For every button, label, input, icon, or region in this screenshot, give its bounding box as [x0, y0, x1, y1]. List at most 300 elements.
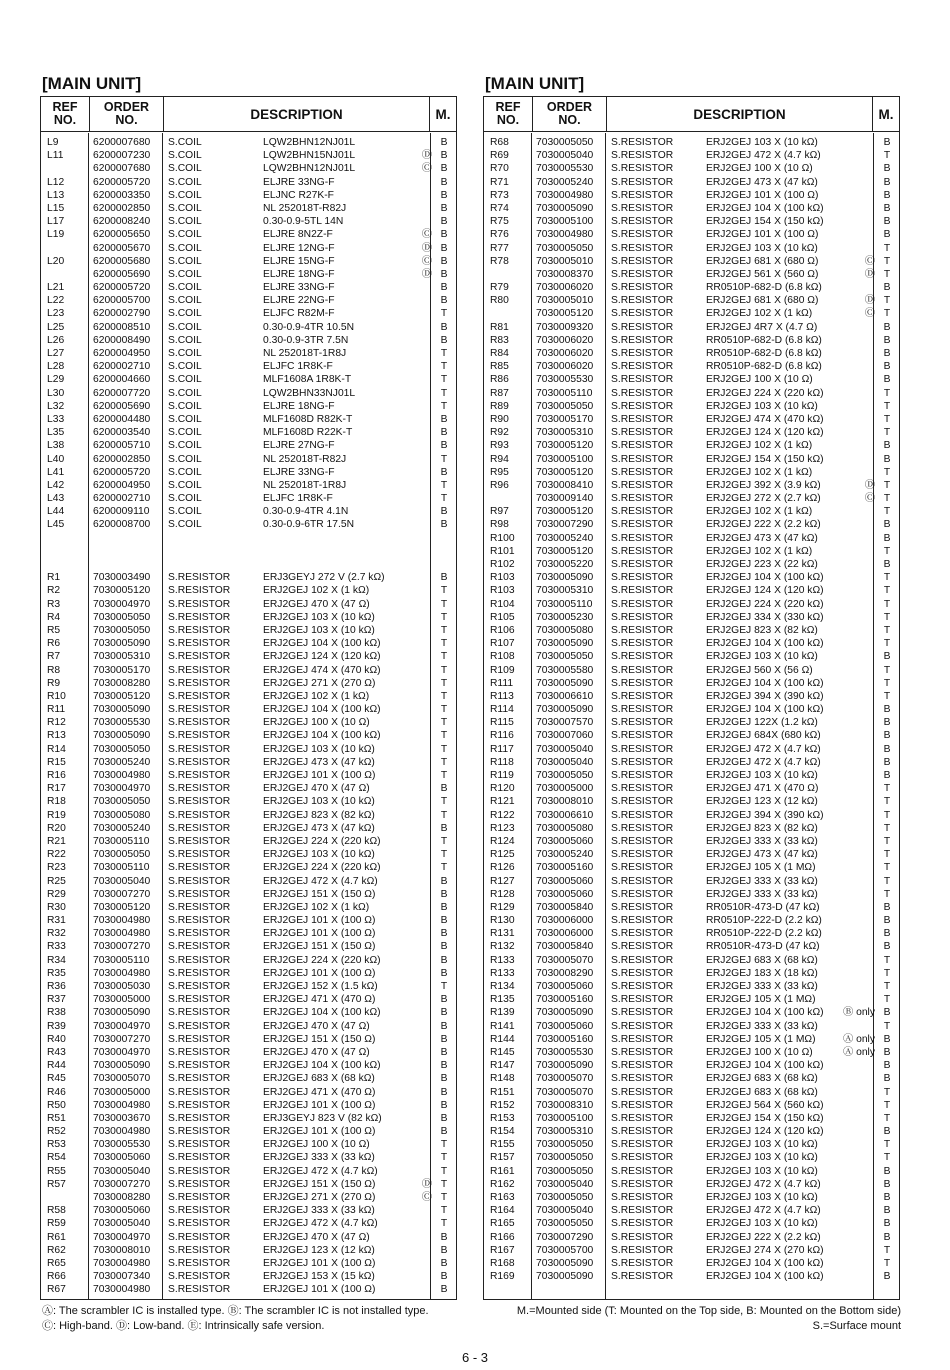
ref-no: R130: [490, 915, 515, 927]
part-spec: ERJ2GEJ 472 X (4.7 kΩ): [706, 743, 821, 755]
table-row: [41, 993, 456, 1006]
table-row: [41, 888, 456, 901]
part-type: S.RESISTOR: [168, 638, 231, 650]
part-spec: LQW2BHN12NJ01L: [263, 137, 356, 148]
table-row: [41, 861, 456, 874]
ref-no: R40: [47, 1033, 66, 1045]
order-no: 7030005120: [93, 901, 151, 913]
part-spec: ERJ2GEJ 101 X (100 Ω): [263, 1126, 376, 1138]
mounted-side: B: [883, 1205, 891, 1217]
table-row: [41, 466, 456, 479]
order-no: 6200005680: [93, 255, 151, 267]
part-spec: ERJ2GEJ 105 X (1 MΩ): [706, 862, 816, 874]
part-spec: ERJ2GEJ 103 X (10 kΩ): [263, 611, 375, 623]
part-type: S.COIL: [168, 321, 202, 333]
ref-no: R144: [490, 1033, 515, 1045]
part-spec: ERJ2GEJ 472 X (4.7 kΩ): [706, 150, 821, 162]
part-type: S.RESISTOR: [168, 572, 231, 584]
order-no: 7030007340: [93, 1271, 151, 1283]
order-no: 7030005120: [536, 545, 594, 557]
variant-note: Ⓓ: [421, 1178, 432, 1190]
ref-no: R152: [490, 1099, 515, 1111]
mounted-side: T: [440, 598, 448, 610]
ref-no: R124: [490, 835, 515, 847]
order-no: 6200004480: [93, 413, 151, 425]
part-spec: ERJ2GEJ 103 X (10 kΩ): [706, 1165, 818, 1177]
header-description: DESCRIPTION: [607, 97, 873, 131]
part-type: S.RESISTOR: [168, 1060, 231, 1072]
ref-no: L22: [47, 295, 65, 307]
order-no: 7030005050: [536, 770, 594, 781]
part-spec: ERJ2GEJ 334 X (330 kΩ): [706, 611, 824, 623]
mounted-side: B: [440, 189, 448, 201]
mounted-side: B: [883, 1178, 891, 1190]
part-type: S.RESISTOR: [611, 387, 674, 399]
part-type: S.RESISTOR: [611, 611, 674, 623]
ref-no: L38: [47, 440, 65, 452]
table-row: [484, 294, 899, 307]
ref-no: R32: [47, 928, 66, 940]
footnote-line: M.=Mounted side (T: Mounted on the Top side, B: Mounted on the Bottom side): [516, 1305, 901, 1317]
ref-no: R92: [490, 427, 509, 439]
table-row: [484, 611, 899, 624]
order-no: 7030005230: [536, 611, 594, 623]
ref-no: R155: [490, 1139, 515, 1151]
table-row: [41, 1244, 456, 1257]
ref-no: R25: [47, 875, 66, 887]
table-row: [484, 901, 899, 914]
part-type: S.RESISTOR: [611, 532, 674, 544]
part-type: S.RESISTOR: [611, 150, 674, 162]
mounted-side: B: [440, 941, 448, 953]
part-spec: ERJ2GEJ 100 X (10 Ω): [706, 1046, 813, 1058]
part-spec: ERJ2GEJ 124 X (120 kΩ): [706, 585, 824, 597]
table-row: [484, 598, 899, 611]
ref-no: R100: [490, 532, 515, 544]
header-mounted: M.: [435, 106, 451, 122]
mounted-side: T: [440, 387, 448, 399]
ref-no: R5: [47, 624, 61, 636]
part-type: S.COIL: [168, 440, 202, 452]
ref-no: L21: [47, 282, 65, 294]
order-no: 6200002710: [93, 361, 151, 373]
page-number: 6 - 3: [461, 1350, 488, 1365]
mounted-side: B: [440, 1099, 448, 1111]
table-row: [41, 703, 456, 716]
part-spec: ERJ2GEJ 152 X (1.5 kΩ): [263, 981, 378, 992]
part-type: S.RESISTOR: [611, 361, 674, 373]
ref-no: R102: [490, 559, 515, 570]
variant-note: Ⓐ only: [842, 1046, 875, 1058]
part-spec: ERJ2GEJ 101 X (100 Ω): [706, 229, 819, 241]
part-type: S.RESISTOR: [168, 901, 231, 913]
order-no: 7030005090: [536, 1060, 594, 1072]
part-spec: ERJ2GEJ 151 X (150 Ω): [263, 1033, 376, 1045]
part-spec: ERJ2GEJ 472 X (4.7 kΩ): [706, 756, 821, 768]
order-no: 7030005160: [536, 1033, 594, 1045]
mounted-side: B: [440, 1020, 448, 1032]
table-row: [484, 321, 899, 334]
table-row: [41, 1112, 456, 1125]
part-spec: ERJ2GEJ 4R7 X (4.7 Ω): [706, 321, 818, 333]
part-type: S.RESISTOR: [168, 941, 231, 953]
table-row: [41, 729, 456, 742]
order-no: 6200002850: [93, 202, 151, 214]
mounted-side: B: [883, 532, 891, 544]
order-no: 7030005580: [536, 664, 594, 676]
ref-no: R94: [490, 453, 509, 465]
table-row: [484, 954, 899, 967]
part-spec: RR0510P-222-D (2.2 kΩ): [706, 915, 822, 927]
table-row: [484, 492, 899, 505]
order-no: 7030005040: [536, 743, 594, 755]
part-spec: ERJ2GEJ 223 X (22 kΩ): [706, 559, 818, 570]
mounted-side: T: [440, 1139, 448, 1151]
table-row: [484, 1033, 899, 1046]
variant-note: Ⓒ: [864, 255, 875, 267]
part-spec: ERJ2GEJ 472 X (4.7 kΩ): [263, 1165, 378, 1177]
part-type: S.RESISTOR: [611, 941, 674, 953]
order-no: 7030008280: [93, 677, 151, 689]
table-row: [484, 466, 899, 479]
ref-no: R31: [47, 915, 66, 927]
order-no: 7030005170: [536, 413, 594, 425]
order-no: 7030005050: [93, 611, 151, 623]
ref-no: R131: [490, 928, 515, 940]
table-rows: [484, 136, 899, 1283]
part-type: S.RESISTOR: [611, 770, 674, 781]
table-row: [484, 795, 899, 808]
table-row: [484, 162, 899, 175]
part-spec: ELJNC R27K-F: [263, 189, 334, 201]
part-type: S.RESISTOR: [611, 796, 674, 808]
part-spec: ERJ2GEJ 224 X (220 kΩ): [263, 954, 381, 966]
mounted-side: B: [883, 282, 891, 294]
mounted-side: B: [440, 282, 448, 294]
mounted-side: B: [883, 321, 891, 333]
ref-no: R14: [47, 743, 66, 755]
table-row: [484, 228, 899, 241]
order-no: 7030006020: [536, 361, 594, 373]
part-spec: RR0510P-682-D (6.8 kΩ): [706, 282, 822, 294]
table-row: [41, 189, 456, 202]
ref-no: R50: [47, 1099, 66, 1111]
part-type: S.RESISTOR: [611, 440, 674, 452]
order-no: 7030006020: [536, 348, 594, 359]
ref-no: L25: [47, 321, 65, 333]
ref-no: R59: [47, 1218, 66, 1230]
order-no: 7030007570: [536, 717, 594, 729]
part-type: S.COIL: [168, 479, 202, 491]
table-row: [484, 927, 899, 940]
mounted-side: T: [883, 862, 891, 874]
order-no: 7030007290: [536, 519, 594, 531]
order-no: 7030005100: [536, 1112, 594, 1124]
order-no: 7030005070: [536, 1086, 594, 1098]
part-spec: RR0510P-682-D (6.8 kΩ): [706, 348, 822, 359]
part-spec: ERJ2GEJ 333 X (33 kΩ): [706, 888, 818, 900]
table-row: [41, 875, 456, 888]
part-type: S.RESISTOR: [611, 994, 674, 1006]
mounted-side: T: [440, 849, 448, 861]
order-no: 7030005050: [536, 1218, 594, 1230]
table-row: [41, 1138, 456, 1151]
mounted-side: B: [883, 163, 891, 175]
table-row: [484, 1244, 899, 1257]
part-spec: ERJ2GEJ 470 X (47 Ω): [263, 1046, 370, 1058]
mounted-side: T: [883, 413, 891, 425]
mounted-side: T: [883, 400, 891, 412]
table-row: [484, 373, 899, 386]
mounted-side: T: [883, 585, 891, 597]
table-row: [484, 1178, 899, 1191]
order-no: 7030005080: [536, 822, 594, 834]
ref-no: R17: [47, 783, 66, 795]
part-spec: ERJ2GEJ 474 X (470 kΩ): [706, 413, 824, 425]
ref-no: R53: [47, 1139, 66, 1151]
table-row: [484, 756, 899, 769]
mounted-side: T: [440, 1205, 448, 1217]
table-row: [41, 690, 456, 703]
ref-no: R19: [47, 809, 66, 821]
part-spec: ELJFC 1R8K-F: [263, 493, 333, 505]
mounted-side: T: [883, 677, 891, 689]
ref-no: R145: [490, 1046, 515, 1058]
table-row: [41, 1006, 456, 1019]
mounted-side: B: [883, 519, 891, 531]
mounted-side: T: [883, 150, 891, 162]
part-type: S.RESISTOR: [611, 981, 674, 992]
order-no: 7030004980: [536, 229, 594, 241]
order-no: 7030005050: [93, 849, 151, 861]
part-spec: ERJ2GEJ 102 X (1 kΩ): [706, 308, 813, 320]
ref-no: L29: [47, 374, 65, 386]
mounted-side: B: [883, 361, 891, 373]
part-type: S.RESISTOR: [611, 1218, 674, 1230]
mounted-side: B: [440, 1033, 448, 1045]
part-type: S.RESISTOR: [611, 756, 674, 768]
order-no: 7030007270: [93, 1033, 151, 1045]
part-spec: ERJ2GEJ 100 X (10 Ω): [263, 1139, 370, 1151]
table-row: [484, 914, 899, 927]
mounted-side: B: [883, 176, 891, 188]
order-no: 7030007270: [93, 1178, 151, 1190]
part-spec: ERJ2GEJ 102 X (1 kΩ): [706, 545, 813, 557]
table-row: [484, 861, 899, 874]
part-spec: ERJ2GEJ 103 X (10 kΩ): [263, 796, 375, 808]
order-no: 7030004970: [93, 1020, 151, 1032]
mounted-side: B: [440, 440, 448, 452]
table-row: [41, 1072, 456, 1085]
part-type: S.COIL: [168, 295, 202, 307]
ref-no: R22: [47, 849, 66, 861]
order-no: 7030005040: [93, 875, 151, 887]
order-no: 7030005010: [536, 295, 594, 307]
header-order-no: ORDER NO.: [90, 97, 164, 131]
ref-no: R6: [47, 638, 61, 650]
table-row: [41, 176, 456, 189]
table-row: [484, 690, 899, 703]
part-type: S.RESISTOR: [611, 374, 674, 386]
part-spec: ERJ2GEJ 104 X (100 kΩ): [706, 638, 824, 650]
part-type: S.RESISTOR: [611, 704, 674, 716]
part-type: S.RESISTOR: [168, 1126, 231, 1138]
order-no: 7030005530: [536, 163, 594, 175]
table-row: [484, 967, 899, 980]
table-row: [484, 624, 899, 637]
order-no: 6200005690: [93, 400, 151, 412]
table-row: [41, 1033, 456, 1046]
mounted-side: T: [440, 770, 448, 781]
part-spec: ERJ2GEJ 101 X (100 Ω): [263, 1099, 376, 1111]
mounted-side: B: [440, 888, 448, 900]
part-spec: ERJ2GEJ 683 X (68 kΩ): [706, 1086, 818, 1098]
part-type: S.RESISTOR: [611, 862, 674, 874]
order-no: 7030005040: [536, 150, 594, 162]
mounted-side: B: [883, 743, 891, 755]
order-no: 7030005070: [93, 1073, 151, 1085]
table-row: [41, 1191, 456, 1204]
part-spec: ERJ2GEJ 103 X (10 kΩ): [706, 137, 818, 148]
order-no: 7030005700: [536, 1244, 594, 1256]
order-no: 7030005170: [93, 664, 151, 676]
part-type: S.RESISTOR: [611, 1178, 674, 1190]
table-row: [484, 149, 899, 162]
part-type: S.COIL: [168, 400, 202, 412]
order-no: 7030005000: [93, 994, 151, 1006]
mounted-side: B: [883, 453, 891, 465]
part-type: S.RESISTOR: [611, 598, 674, 610]
part-type: S.RESISTOR: [611, 664, 674, 676]
part-spec: ERJ2GEJ 101 X (100 Ω): [706, 189, 819, 201]
order-no: 6200008700: [93, 519, 151, 531]
part-spec: ERJ2GEJ 104 X (100 kΩ): [706, 202, 824, 214]
ref-no: R161: [490, 1165, 515, 1177]
table-row: [484, 637, 899, 650]
mounted-side: B: [883, 1218, 891, 1230]
part-spec: ERJ2GEJ 473 X (47 kΩ): [263, 822, 375, 834]
part-type: S.RESISTOR: [168, 954, 231, 966]
order-no: 6200004950: [93, 479, 151, 491]
table-row: [41, 505, 456, 518]
order-no: 7030004980: [93, 1126, 151, 1138]
table-row: [41, 255, 456, 268]
mounted-side: T: [440, 677, 448, 689]
ref-no: R147: [490, 1060, 515, 1072]
order-no: 7030005040: [93, 1165, 151, 1177]
ref-no: R113: [490, 690, 514, 702]
part-spec: ERJ2GEJ 101 X (100 Ω): [263, 967, 376, 979]
table-row: [484, 1099, 899, 1112]
part-type: S.RESISTOR: [611, 229, 674, 241]
part-type: S.RESISTOR: [611, 137, 674, 148]
part-spec: ERJ2GEJ 104 X (100 kΩ): [263, 730, 381, 742]
ref-no: L13: [47, 189, 65, 201]
mounted-side: B: [883, 1192, 891, 1203]
mounted-side: B: [440, 875, 448, 887]
order-no: 7030004970: [93, 783, 151, 795]
table-row: [484, 1231, 899, 1244]
mounted-side: B: [440, 783, 448, 795]
mounted-side: T: [883, 796, 891, 808]
ref-no: L23: [47, 308, 65, 320]
ref-no: R71: [490, 176, 509, 188]
mounted-side: T: [883, 1112, 891, 1124]
mounted-side: T: [440, 690, 448, 702]
order-no: 7030004980: [93, 770, 151, 781]
table-row: [41, 558, 456, 571]
part-type: S.RESISTOR: [168, 1244, 231, 1256]
part-type: S.COIL: [168, 506, 202, 518]
part-type: S.RESISTOR: [168, 1099, 231, 1111]
table-row: [41, 901, 456, 914]
table-row: [41, 532, 456, 545]
order-no: 7030005120: [93, 690, 151, 702]
mounted-side: T: [440, 704, 448, 716]
ref-no: R73: [490, 189, 509, 201]
part-spec: NL 252018T-1R8J: [263, 348, 347, 359]
mounted-side: B: [883, 348, 891, 359]
variant-note: Ⓓ: [421, 268, 432, 280]
mounted-side: T: [440, 1178, 448, 1190]
ref-no: L44: [47, 506, 65, 518]
order-no: 7030005090: [536, 1271, 594, 1283]
order-no: 7030005060: [536, 835, 594, 847]
ref-no: R95: [490, 466, 509, 478]
mounted-side: B: [440, 1060, 448, 1072]
part-spec: MLF1608D R22K-T: [263, 427, 353, 439]
order-no: 7030005110: [536, 387, 593, 399]
part-type: S.RESISTOR: [611, 334, 674, 346]
part-spec: LQW2BHN15NJ01L: [263, 150, 356, 162]
part-spec: RR0510R-473-D (47 kΩ): [706, 941, 820, 953]
mounted-side: B: [440, 216, 448, 228]
part-type: S.RESISTOR: [168, 875, 231, 887]
part-spec: ERJ2GEJ 103 X (10 kΩ): [263, 743, 375, 755]
table-row: [41, 677, 456, 690]
ref-no: R116: [490, 730, 514, 742]
ref-no: R106: [490, 624, 515, 636]
part-type: S.COIL: [168, 229, 202, 241]
mounted-side: B: [440, 572, 448, 584]
part-spec: NL 252018T-R82J: [263, 202, 347, 214]
order-no: 6200005720: [93, 466, 151, 478]
ref-no: R52: [47, 1126, 66, 1138]
ref-no: R55: [47, 1165, 66, 1177]
table-row: [484, 743, 899, 756]
order-no: 7030005060: [93, 1152, 151, 1164]
part-type: S.RESISTOR: [168, 1284, 231, 1296]
variant-note: Ⓒ: [421, 1192, 432, 1203]
part-type: S.COIL: [168, 519, 202, 531]
part-spec: ERJ2GEJ 471 X (470 Ω): [263, 994, 376, 1006]
mounted-side: T: [883, 1099, 891, 1111]
table-row: [41, 954, 456, 967]
table-row: [41, 598, 456, 611]
order-no: 7030006000: [536, 928, 594, 940]
ref-no: R54: [47, 1152, 66, 1164]
mounted-side: B: [440, 295, 448, 307]
header-ref-no: REF NO.: [484, 97, 533, 131]
mounted-side: B: [883, 137, 891, 148]
part-type: S.RESISTOR: [168, 585, 231, 597]
ref-no: R114: [490, 704, 514, 716]
order-no: 7030004980: [93, 1284, 151, 1296]
mounted-side: T: [883, 954, 891, 966]
mounted-side: T: [883, 994, 891, 1006]
mounted-side: B: [440, 1257, 448, 1269]
footnote-line: Ⓐ: The scrambler IC is installed type. Ⓑ: The scrambler IC is not installed type.: [42, 1305, 429, 1317]
